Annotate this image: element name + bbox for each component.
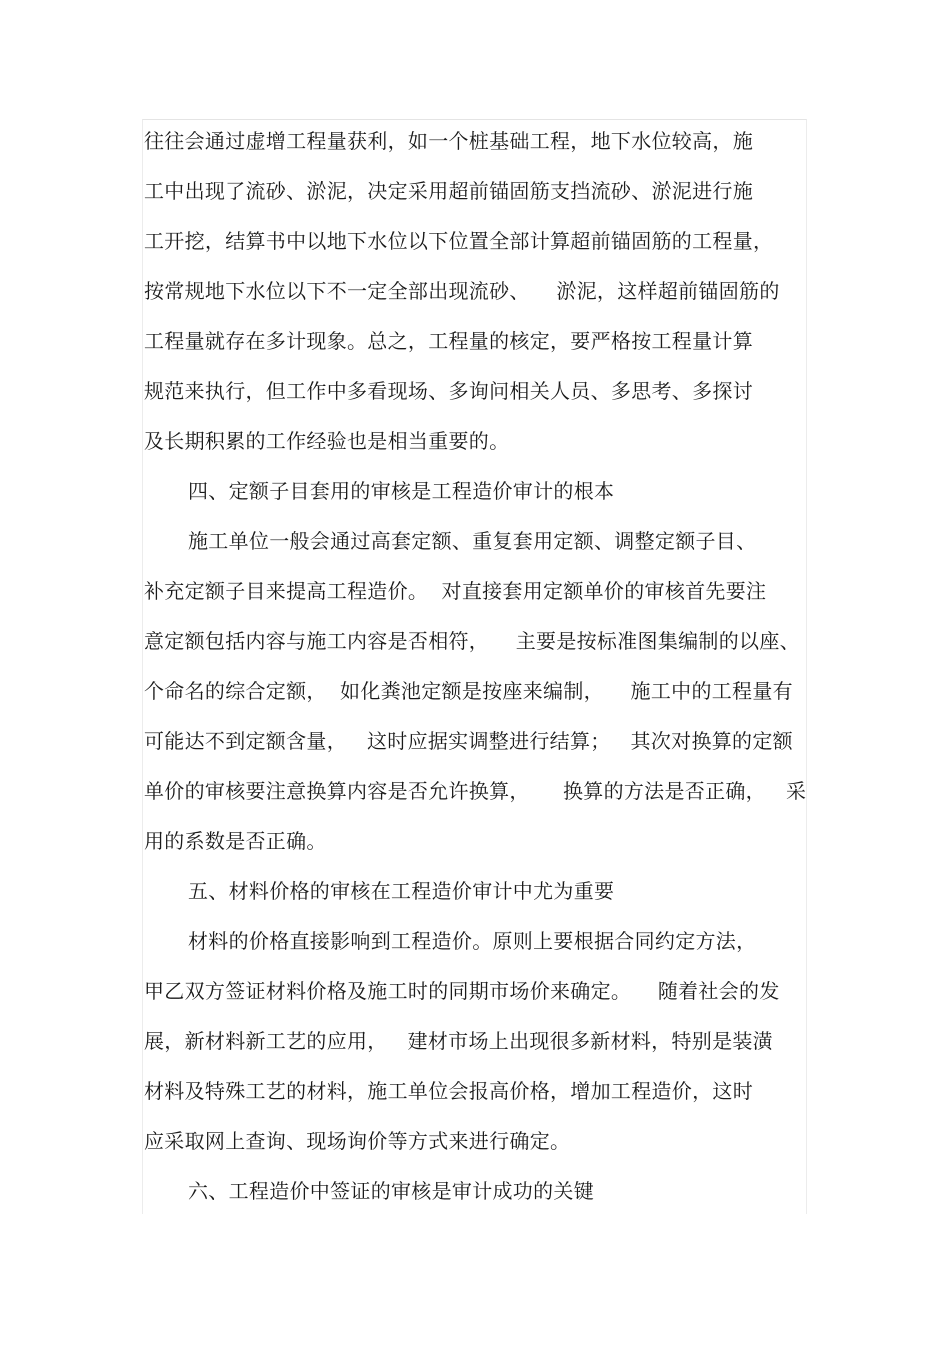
text-line: 应采取网上查询、现场询价等方式来进行确定。 — [144, 1129, 571, 1153]
text-line: 甲乙双方签证材料价格及施工时的同期市场价来确定。 随着社会的发 — [144, 979, 780, 1003]
text-line: 按常规地下水位以下不一定全部出现流砂、 淤泥，这样超前锚固筋的 — [144, 279, 780, 303]
section-heading: 六、工程造价中签证的审核是审计成功的关键 — [188, 1179, 594, 1203]
section-heading: 五、材料价格的审核在工程造价审计中尤为重要 — [188, 879, 615, 903]
text-line: 工中出现了流砂、淤泥，决定采用超前锚固筋支挡流砂、淤泥进行施 — [144, 179, 753, 203]
text-line: 材料的价格直接影响到工程造价。原则上要根据合同约定方法， — [188, 929, 757, 953]
text-line: 工程量就存在多计现象。总之，工程量的核定，要严格按工程量计算 — [144, 329, 753, 353]
text-line: 材料及特殊工艺的材料，施工单位会报高价格，增加工程造价，这时 — [144, 1079, 753, 1103]
text-line: 工开挖，结算书中以地下水位以下位置全部计算超前锚固筋的工程量， — [144, 229, 774, 253]
text-line: 规范来执行，但工作中多看现场、多询问相关人员、多思考、多探讨 — [144, 379, 753, 403]
text-line: 补充定额子目来提高工程造价。 对直接套用定额单价的审核首先要注 — [144, 579, 767, 603]
text-line: 展，新材料新工艺的应用， 建材市场上出现很多新材料，特别是装潢 — [144, 1029, 773, 1053]
text-line: 及长期积累的工作经验也是相当重要的。 — [144, 429, 510, 453]
section-heading: 四、定额子目套用的审核是工程造价审计的根本 — [188, 479, 615, 503]
text-line: 个命名的综合定额， 如化粪池定额是按座来编制， 施工中的工程量有 — [144, 679, 793, 703]
text-line: 往往会通过虚增工程量获利，如一个桩基础工程，地下水位较高，施 — [144, 129, 753, 153]
text-line: 施工单位一般会通过高套定额、重复套用定额、调整定额子目、 — [188, 529, 757, 553]
text-line: 单价的审核要注意换算内容是否允许换算， 换算的方法是否正确， 采 — [144, 779, 807, 803]
text-line: 意定额包括内容与施工内容是否相符， 主要是按标准图集编制的以座、 — [144, 629, 800, 653]
text-line: 用的系数是否正确。 — [144, 829, 327, 853]
text-line: 可能达不到定额含量， 这时应据实调整进行结算； 其次对换算的定额 — [144, 729, 793, 753]
